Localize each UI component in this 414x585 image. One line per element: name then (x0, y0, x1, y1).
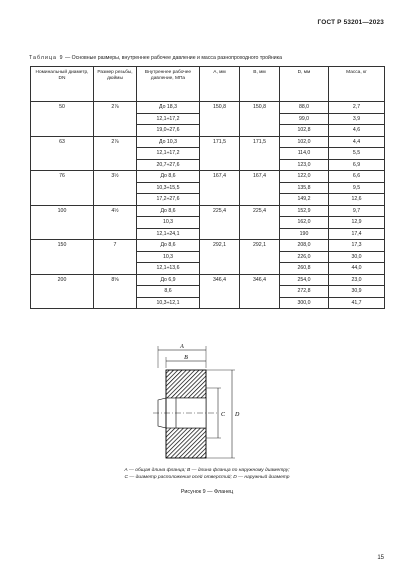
cell-d: 122,0 (280, 171, 329, 183)
header-a: А, мм (200, 67, 240, 102)
cell-mass: 30,0 (329, 251, 385, 263)
cell-a (200, 125, 240, 137)
cell-mass: 17,3 (329, 240, 385, 252)
cell-nominal-diameter: 63 (31, 136, 94, 148)
cell-thread-size (94, 297, 137, 309)
page-number: 15 (377, 555, 384, 561)
standard-number: ГОСТ Р 53201—2023 (317, 19, 384, 26)
cell-d: 102,8 (280, 125, 329, 137)
cell-d: 114,0 (280, 148, 329, 160)
cell-working-pressure: До 8,6 (137, 171, 200, 183)
cell-d: 254,0 (280, 274, 329, 286)
cell-working-pressure: До 6,9 (137, 274, 200, 286)
table-row (31, 297, 385, 309)
cell-d: 123,0 (280, 159, 329, 171)
cell-thread-size: 4½ (94, 205, 137, 217)
table-row (31, 286, 385, 298)
header-d: D, мм (280, 67, 329, 102)
cell-nominal-diameter: 50 (31, 102, 94, 114)
cell-b: 167,4 (240, 171, 280, 183)
dimension-b-label: B (184, 355, 188, 361)
header-thread-size: Размер резьбы, дюймы (94, 67, 137, 102)
cell-working-pressure: До 8,6 (137, 240, 200, 252)
cell-d: 300,0 (280, 297, 329, 309)
cell-a: 167,4 (200, 171, 240, 183)
cell-mass: 23,0 (329, 274, 385, 286)
cell-mass: 4,4 (329, 136, 385, 148)
table-row (31, 125, 385, 137)
cell-d: 260,8 (280, 263, 329, 275)
table-row (31, 274, 385, 286)
cell-d: 149,2 (280, 194, 329, 206)
table-row (31, 148, 385, 160)
cell-b: 225,4 (240, 205, 280, 217)
cell-mass: 4,6 (329, 125, 385, 137)
cell-b (240, 194, 280, 206)
cell-b (240, 263, 280, 275)
cell-working-pressure: 17,2÷27,6 (137, 194, 200, 206)
cell-working-pressure: 19,0÷27,6 (137, 125, 200, 137)
table-row (31, 171, 385, 183)
cell-a (200, 297, 240, 309)
cell-working-pressure: 12,1÷17,2 (137, 148, 200, 160)
cell-working-pressure: 8,6 (137, 286, 200, 298)
cell-thread-size (94, 217, 137, 229)
cell-b (240, 251, 280, 263)
flange-drawing (148, 340, 248, 465)
cell-a (200, 263, 240, 275)
cell-a: 150,8 (200, 102, 240, 114)
dimension-c-label: C (221, 412, 226, 418)
cell-mass: 9,5 (329, 182, 385, 194)
table-row (31, 228, 385, 240)
cell-thread-size (94, 286, 137, 298)
cell-nominal-diameter: 200 (31, 274, 94, 286)
table-row (31, 251, 385, 263)
cell-d: 190 (280, 228, 329, 240)
cell-mass: 9,7 (329, 205, 385, 217)
cell-nominal-diameter: 150 (31, 240, 94, 252)
cell-nominal-diameter (31, 125, 94, 137)
table-row (31, 136, 385, 148)
cell-thread-size (94, 251, 137, 263)
cell-a: 346,4 (200, 274, 240, 286)
cell-thread-size (94, 159, 137, 171)
cell-d: 208,0 (280, 240, 329, 252)
cell-d: 135,8 (280, 182, 329, 194)
cell-nominal-diameter (31, 286, 94, 298)
cell-d: 99,0 (280, 113, 329, 125)
cell-b: 292,1 (240, 240, 280, 252)
cell-thread-size (94, 194, 137, 206)
cell-b (240, 217, 280, 229)
cell-thread-size: 3½ (94, 171, 137, 183)
cell-b (240, 286, 280, 298)
cell-d: 272,8 (280, 286, 329, 298)
table-row (31, 263, 385, 275)
cell-nominal-diameter: 76 (31, 171, 94, 183)
cell-a (200, 148, 240, 160)
cell-b: 346,4 (240, 274, 280, 286)
cell-a (200, 217, 240, 229)
cell-b: 150,8 (240, 102, 280, 114)
cell-mass: 12,6 (329, 194, 385, 206)
cell-b (240, 148, 280, 160)
table-row (31, 159, 385, 171)
cell-d: 162,0 (280, 217, 329, 229)
flange-lower-section (166, 428, 206, 458)
table-row (31, 240, 385, 252)
cell-working-pressure: До 8,6 (137, 205, 200, 217)
table-row (31, 102, 385, 114)
figure-legend-line-2: С — диаметр расположения осей отверстий; D — наружный диаметр (124, 475, 290, 480)
cell-thread-size: 7 (94, 240, 137, 252)
cell-a (200, 182, 240, 194)
cell-nominal-diameter (31, 217, 94, 229)
cell-nominal-diameter (31, 263, 94, 275)
cell-b (240, 228, 280, 240)
cell-nominal-diameter (31, 148, 94, 160)
cell-a: 292,1 (200, 240, 240, 252)
cell-d: 152,9 (280, 205, 329, 217)
cell-working-pressure: 10,3 (137, 251, 200, 263)
cell-working-pressure: 20,7÷27,6 (137, 159, 200, 171)
cell-nominal-diameter (31, 251, 94, 263)
table-row (31, 194, 385, 206)
figure-caption: Рисунок 9 — Фланец (180, 489, 234, 495)
cell-mass: 3,9 (329, 113, 385, 125)
cell-working-pressure: 12,1÷24,1 (137, 228, 200, 240)
table-caption (29, 55, 282, 61)
cell-a (200, 251, 240, 263)
cell-mass: 6,9 (329, 159, 385, 171)
cell-a (200, 286, 240, 298)
cell-working-pressure: До 18,3 (137, 102, 200, 114)
cell-thread-size: 2⅞ (94, 102, 137, 114)
cell-nominal-diameter (31, 159, 94, 171)
cell-a (200, 159, 240, 171)
cell-a (200, 228, 240, 240)
cell-nominal-diameter (31, 194, 94, 206)
figure-legend-line-1: А — общая длина фланца; В — длина фланца по наружному диаметру; (124, 468, 290, 473)
header-nominal-diameter: Номинальный диаметр, DN (31, 67, 94, 102)
header-b: В, мм (240, 67, 280, 102)
dimension-a-label: A (180, 344, 184, 350)
cell-nominal-diameter (31, 297, 94, 309)
cell-mass: 17,4 (329, 228, 385, 240)
cell-mass: 6,6 (329, 171, 385, 183)
cell-nominal-diameter: 100 (31, 205, 94, 217)
table-body (31, 102, 385, 309)
cell-nominal-diameter (31, 182, 94, 194)
cell-working-pressure: 10,3÷15,5 (137, 182, 200, 194)
cell-d: 226,0 (280, 251, 329, 263)
cell-a: 225,4 (200, 205, 240, 217)
cell-b (240, 182, 280, 194)
flange-drawing-svg (148, 340, 248, 465)
cell-mass: 44,0 (329, 263, 385, 275)
cell-working-pressure: 12,1÷13,6 (137, 263, 200, 275)
cell-working-pressure: 12,1÷17,2 (137, 113, 200, 125)
cell-b (240, 159, 280, 171)
dimension-d-label: D (235, 412, 240, 418)
cell-working-pressure: 10,3 (137, 217, 200, 229)
cell-thread-size: 8⅝ (94, 274, 137, 286)
table-row (31, 113, 385, 125)
cell-mass: 2,7 (329, 102, 385, 114)
table-caption-text: — Основные размеры, внутреннее рабочее давление и масса разнопроходного тройника (65, 55, 282, 61)
cell-thread-size: 2⅞ (94, 136, 137, 148)
cell-thread-size (94, 125, 137, 137)
cell-mass: 41,7 (329, 297, 385, 309)
cell-thread-size (94, 228, 137, 240)
cell-thread-size (94, 113, 137, 125)
table-row (31, 182, 385, 194)
cell-nominal-diameter (31, 228, 94, 240)
cell-d: 88,0 (280, 102, 329, 114)
table-row (31, 205, 385, 217)
cell-thread-size (94, 148, 137, 160)
cell-a (200, 113, 240, 125)
header-mass: Масса, кг (329, 67, 385, 102)
cell-mass: 5,5 (329, 148, 385, 160)
cell-nominal-diameter (31, 113, 94, 125)
cell-b (240, 113, 280, 125)
cell-b (240, 125, 280, 137)
table-header-row (31, 67, 385, 102)
cell-b (240, 297, 280, 309)
table-row (31, 217, 385, 229)
dimensions-table (30, 66, 385, 309)
figure-legend (0, 467, 414, 481)
cell-mass: 12,9 (329, 217, 385, 229)
cell-a (200, 194, 240, 206)
cell-working-pressure: До 10,3 (137, 136, 200, 148)
cell-mass: 30,9 (329, 286, 385, 298)
table-caption-label: Таблица 9 (29, 55, 64, 61)
cell-thread-size (94, 182, 137, 194)
cell-b: 171,5 (240, 136, 280, 148)
cell-working-pressure: 10,3÷12,1 (137, 297, 200, 309)
cell-thread-size (94, 263, 137, 275)
flange-upper-section (166, 370, 206, 398)
cell-d: 102,0 (280, 136, 329, 148)
cell-a: 171,5 (200, 136, 240, 148)
header-working-pressure: Внутреннее рабочее давление, МПа (137, 67, 200, 102)
